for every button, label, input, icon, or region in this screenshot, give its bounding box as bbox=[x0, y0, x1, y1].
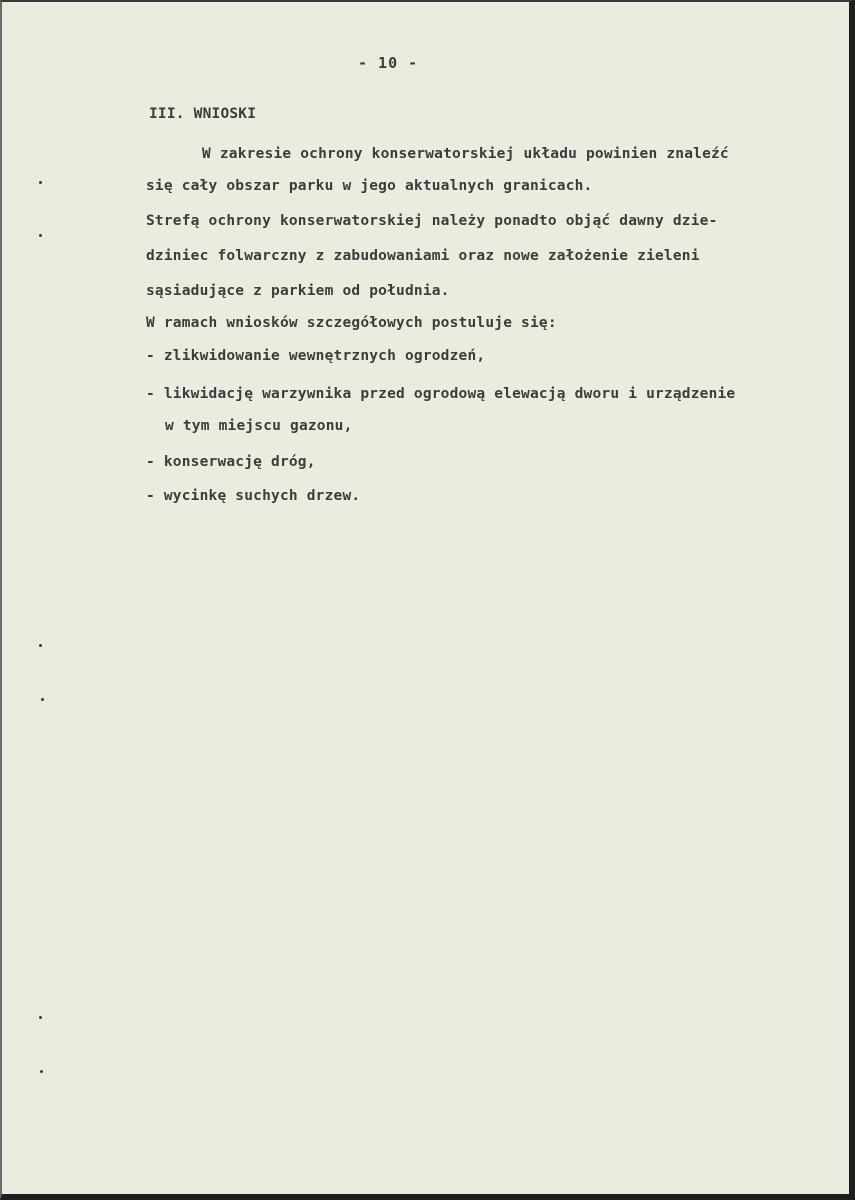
list-item-1: - zlikwidowanie wewnętrznych ogrodzeń, bbox=[146, 348, 486, 364]
margin-speck bbox=[41, 698, 44, 701]
list-item-2: - likwidację warzywnika przed ogrodową elewacją dworu i urządzenie bbox=[146, 386, 736, 402]
margin-speck bbox=[39, 1016, 42, 1019]
margin-speck bbox=[39, 234, 42, 237]
text-line-3: Strefą ochrony konserwatorskiej należy ponadto objąć dawny dzie- bbox=[146, 213, 718, 229]
margin-speck bbox=[39, 181, 42, 184]
text-line-2: się cały obszar parku w jego aktualnych granicach. bbox=[146, 178, 593, 194]
text-line-4: dziniec folwarczny z zabudowaniami oraz nowe założenie zieleni bbox=[146, 248, 700, 264]
list-item-3: - konserwację dróg, bbox=[146, 454, 316, 470]
margin-speck bbox=[39, 644, 42, 647]
page-number: - 10 - bbox=[358, 54, 419, 72]
text-line-5: sąsiadujące z parkiem od południa. bbox=[146, 283, 450, 299]
margin-speck bbox=[40, 1070, 43, 1073]
list-item-4: - wycinkę suchych drzew. bbox=[146, 488, 361, 504]
section-heading: III. WNIOSKI bbox=[149, 106, 257, 122]
list-item-2-continued: w tym miejscu gazonu, bbox=[165, 418, 353, 434]
text-line-1: W zakresie ochrony konserwatorskiej układu powinien znaleźć bbox=[202, 146, 729, 162]
text-line-6: W ramach wniosków szczegółowych postuluje się: bbox=[146, 315, 557, 331]
